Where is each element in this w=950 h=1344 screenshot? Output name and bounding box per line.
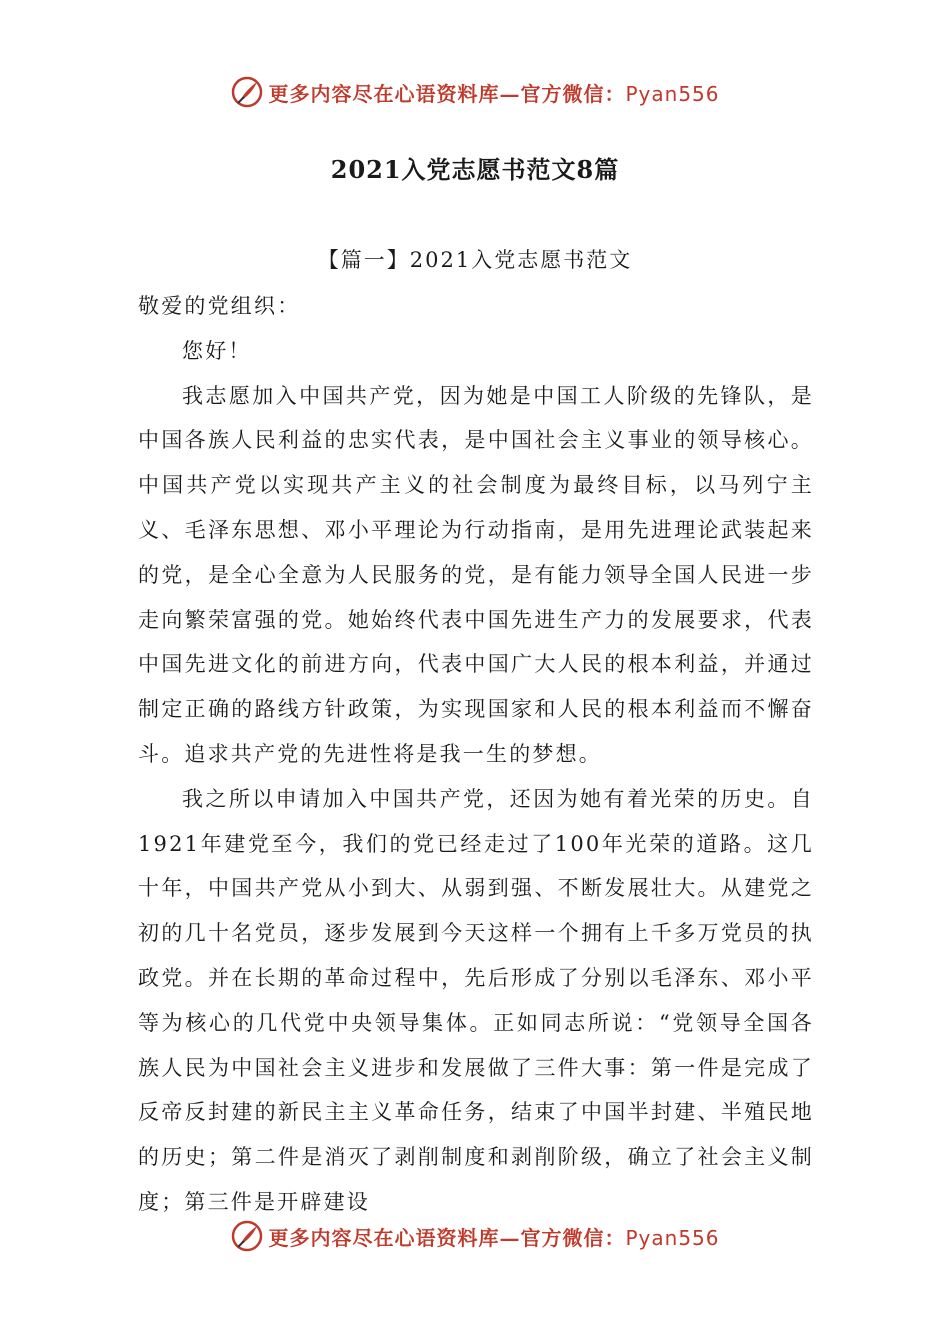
quill-logo-icon: [230, 1219, 264, 1253]
document-body: [138, 284, 814, 1225]
salutation: 敬爱的党组织：: [138, 294, 301, 318]
body-paragraph-2: 我之所以申请加入中国共产党，还因为她有着光荣的历史。自1921年建党至今，我们的党已经走过了100年光荣的道路。这几十年，中国共产党从小到大、从弱到强、不断发展壮大。从建党之初的几十名党员，逐步发展到今天这样一个拥有上千多万党员的执政党。并在长期的革命过程中，先后形成了分别以毛泽东、邓小平等为核心的几代党中央领导集体。正如同志所说：“党领导全国各族人民为中国社会主义进步和发展做了三件大事：第一件是完成了反帝反封建的新民主主义革命任务，结束了中国半封建、半殖民地的历史；第二件是消灭了剥削制度和剥削阶级，确立了社会主义制度；第三件是开辟建设: [138, 786, 814, 1214]
wechat-id: Pyan556: [625, 1225, 720, 1250]
watermark-text: 更多内容尽在心语资料库—官方微信：Pyan556: [268, 1225, 720, 1250]
section-heading: 【篇一】2021入党志愿书范文: [317, 248, 633, 272]
greeting: 您好！: [182, 338, 252, 363]
quill-logo-icon: [230, 75, 264, 109]
watermark-footer: [0, 1216, 950, 1256]
watermark-text: 更多内容尽在心语资料库—官方微信：Pyan556: [268, 81, 720, 106]
wechat-id: Pyan556: [625, 81, 720, 106]
body-paragraph-1: 我志愿加入中国共产党，因为她是中国工人阶级的先锋队，是中国各族人民利益的忠实代表，是中国社会主义事业的领导核心。中国共产党以实现共产主义的社会制度为最终目标，以马列宁主义、毛泽东思想、邓小平理论为行动指南，是用先进理论武装起来的党，是全心全意为人民服务的党，是有能力领导全国人民进一步走向繁荣富强的党。她始终代表中国先进生产力的发展要求，代表中国先进文化的前进方向，代表中国广大人民的根本利益，并通过制定正确的路线方针政策，为实现国家和人民的根本利益而不懈奋斗。追求共产党的先进性将是我一生的梦想。: [138, 383, 814, 766]
document-title: 2021入党志愿书范文8篇: [330, 155, 620, 184]
watermark-header: [0, 72, 950, 112]
